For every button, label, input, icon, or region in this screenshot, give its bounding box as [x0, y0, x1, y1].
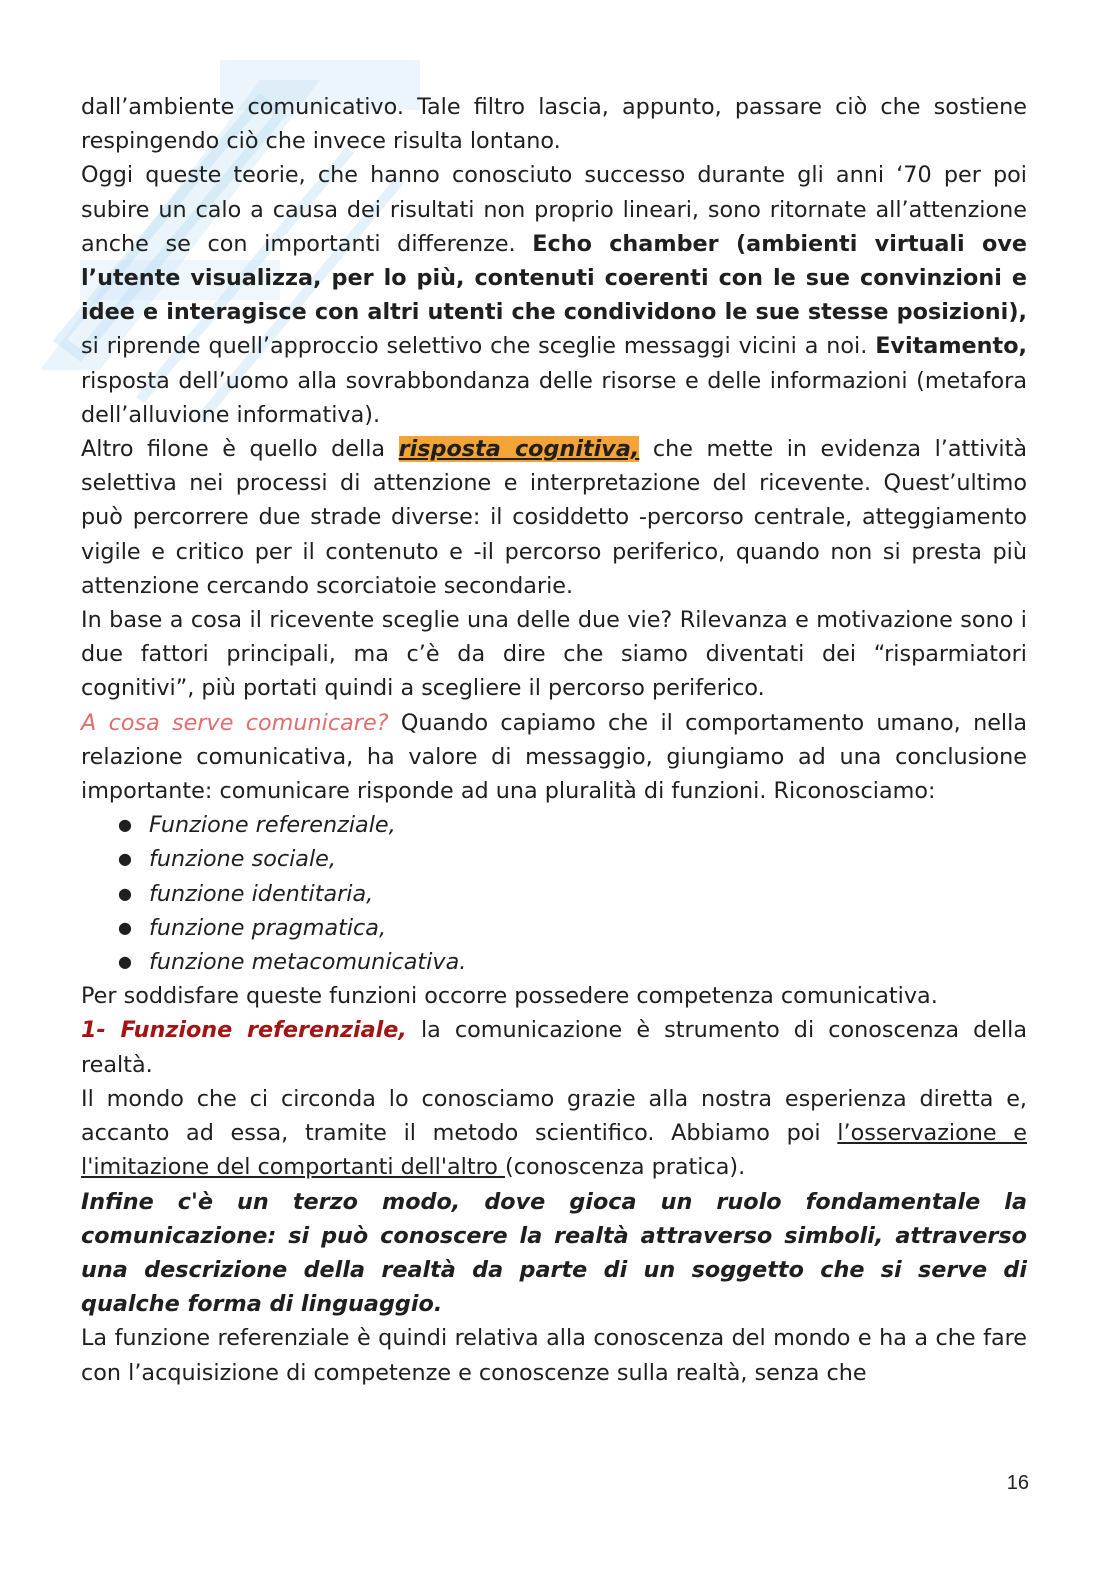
paragraph-third-way: Infine c'è un terzo modo, dove gioca un ruolo fondamentale la comunicazione: si può conoscere la realtà attraverso simboli, attraverso una descrizione della realtà da parte di un soggetto che si serve di qualche forma di linguaggio.	[81, 1188, 1027, 1318]
paragraph-knowledge	[81, 1082, 1027, 1185]
document-body	[81, 90, 1027, 1390]
question-heading: A cosa serve comunicare?	[81, 709, 389, 736]
text-run: risposta dell’uomo alla sovrabbondanza delle risorse e delle informazioni (metafora dell’alluvione informativa).	[81, 367, 1027, 428]
paragraph-cognitive-response	[81, 432, 1027, 603]
text-run: Quando capiamo che il comportamento umano, nella relazione comunicativa, ha valore di messaggio, giungiamo ad una conclusione importante: comunicare risponde ad una pluralità di funzioni. Riconosciamo:	[81, 709, 1027, 805]
text-run: si riprende quell’approccio selettivo che sceglie messaggi vicini a noi.	[81, 333, 876, 360]
list-item: ● funzione identitaria,	[118, 877, 1027, 911]
text-run: (conoscenza pratica).	[505, 1154, 746, 1181]
text-run: Altro filone è quello della	[81, 436, 399, 463]
list-item: ● funzione pragmatica,	[118, 911, 1027, 945]
functions-list	[81, 808, 1027, 979]
underlined-term: l’osservazione e l'imitazione del comportanti dell'altro	[81, 1120, 1027, 1181]
paragraph-competence: Per soddisfare queste funzioni occorre possedere competenza comunicativa.	[81, 983, 938, 1010]
page-number: 16	[1006, 1472, 1029, 1494]
highlighted-term: risposta cognitiva,	[398, 436, 640, 463]
text-run: che mette in evidenza l’attività selettiva nei processi di attenzione e interpretazione del ricevente. Quest’ultimo può percorrere due strade diverse: il cosiddetto -percorso centrale, atteggiamento vigile e critico per il contenuto e -il percorso periferico, quando non si presta più attenzione cercando scorciatoie secondarie.	[81, 436, 1027, 599]
paragraph-functions-intro	[81, 706, 1027, 809]
paragraph-echo-chamber	[81, 158, 1027, 432]
text-run: la comunicazione è strumento di conoscenza della realtà.	[81, 1017, 1027, 1078]
paragraph-referential-function: La funzione referenziale è quindi relativa alla conoscenza del mondo e ha a che fare con l’acquisizione di competenze e conoscenze sulla realtà, senza che	[81, 1325, 1027, 1386]
section-heading: 1- Funzione referenziale,	[81, 1017, 407, 1044]
paragraph-referential-heading	[81, 1013, 1027, 1081]
text-run: Il mondo che ci circonda lo conosciamo grazie alla nostra esperienza diretta e, accanto ad essa, tramite il metodo scientifico. Abbiamo poi	[81, 1085, 1027, 1147]
text-run: Oggi queste teorie, che hanno conosciuto successo durante gli anni ‘70 per poi subire un calo a causa dei risultati non proprio lineari, sono ritornate all’attenzione anche se con importanti differenze.	[81, 162, 1027, 257]
evitamento-term: Evitamento,	[875, 333, 1027, 360]
list-item: ● Funzione referenziale,	[118, 808, 1027, 842]
list-item: ● funzione sociale,	[118, 842, 1027, 876]
paragraph-receiver-choice: In base a cosa il ricevente sceglie una delle due vie? Rilevanza e motivazione sono i due fattori principali, ma c’è da dire che siamo diventati dei “risparmiatori cognitivi”, più portati quindi a scegliere il percorso periferico.	[81, 607, 1027, 702]
echo-chamber-term: Echo chamber (ambienti virtuali ove l’utente visualizza, per lo più, contenuti coerenti con le sue convinzioni e idee e interagisce con altri utenti che condividono le sue stesse posizioni),	[81, 230, 1027, 326]
paragraph-filter: dall’ambiente comunicativo. Tale filtro lascia, appunto, passare ciò che sostiene respingendo ciò che invece risulta lontano.	[81, 94, 1027, 155]
list-item: ● funzione metacomunicativa.	[118, 945, 1027, 979]
